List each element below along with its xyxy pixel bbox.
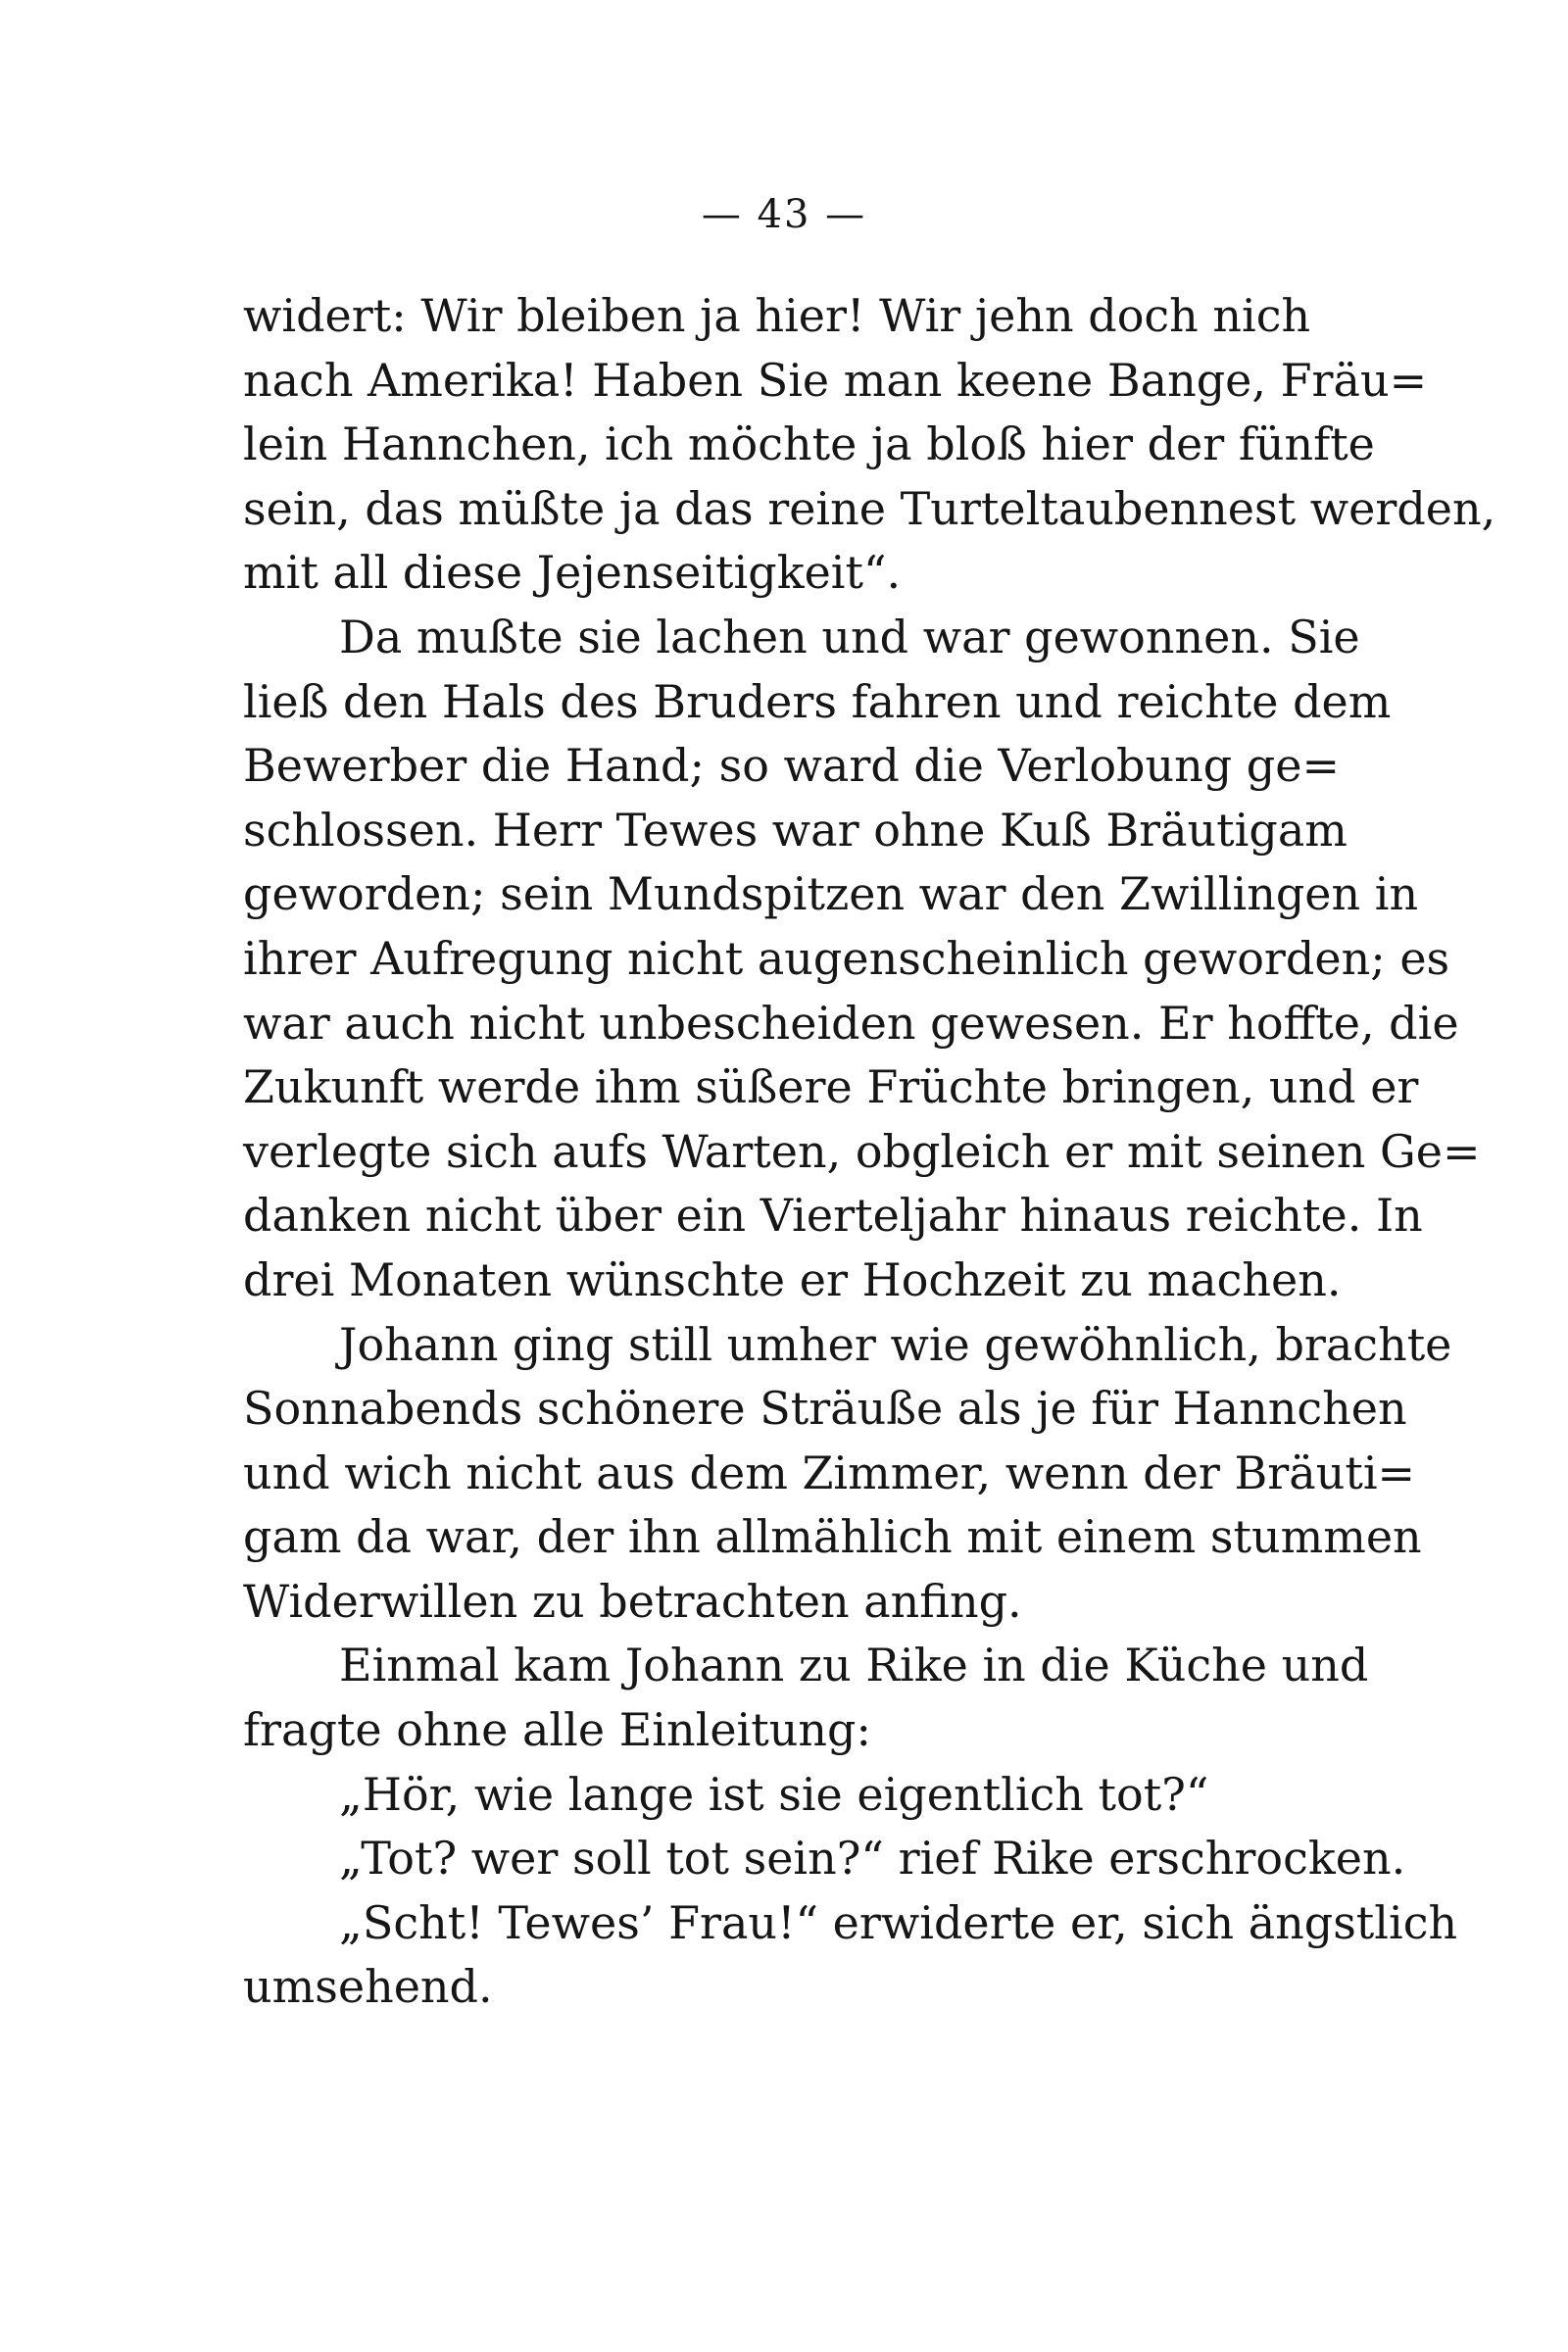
text-line: Sonnabends schönere Sträuße als je für Hannchen [243, 1382, 1407, 1436]
text-line: umsehend. [243, 1960, 493, 2014]
paragraph-start-line: Einmal kam Johann zu Rike in die Küche und [339, 1639, 1369, 1692]
paragraph-start-line: „Hör, wie lange ist sie eigentlich tot?“ [339, 1767, 1209, 1821]
text-line: nach Amerika! Haben Sie man keene Bange, Fräu= [243, 353, 1428, 407]
text-line: gam da war, der ihn allmählich mit einem stummen [243, 1510, 1422, 1564]
text-line: geworden; sein Mundspitzen war den Zwillingen in [243, 867, 1419, 921]
body-text [243, 284, 1496, 2020]
text-line: war auch nicht unbescheiden gewesen. Er hoffte, die [243, 996, 1459, 1050]
text-line: Zukunft werde ihm süßere Früchte bringen, und er [243, 1060, 1419, 1114]
text-line: lein Hannchen, ich möchte ja bloß hier der fünfte [243, 417, 1375, 471]
text-line: widert: Wir bleiben ja hier! Wir jehn doch nich [243, 289, 1311, 342]
text-line: mit all diese Jejenseitigkeit“. [243, 546, 902, 600]
text-line: ließ den Hals des Bruders fahren und reichte dem [243, 674, 1392, 728]
paragraph-start-line: „Scht! Tewes’ Frau!“ erwiderte er, sich ängstlich [339, 1895, 1458, 1949]
text-line: ihrer Aufregung nicht augenscheinlich geworden; es [243, 931, 1450, 985]
text-line: drei Monaten wünschte er Hochzeit zu machen. [243, 1252, 1342, 1306]
page-number: — 43 — [701, 192, 867, 237]
text-line: danken nicht über ein Vierteljahr hinaus reichte. In [243, 1189, 1423, 1243]
text-line: verlegte sich aufs Warten, obgleich er mit seinen Ge= [243, 1124, 1481, 1178]
text-line: fragte ohne alle Einleitung: [243, 1703, 871, 1757]
text-line: sein, das müßte ja das reine Turteltaubennest werden, [243, 481, 1496, 535]
text-line: Bewerber die Hand; so ward die Verlobung ge= [243, 739, 1341, 793]
paragraph-start-line: Da mußte sie lachen und war gewonnen. Sie [339, 610, 1360, 663]
paragraph-start-line: Johann ging still umher wie gewöhnlich, brachte [339, 1317, 1452, 1371]
paragraph-start-line: „Tot? wer soll tot sein?“ rief Rike erschrocken. [339, 1832, 1406, 1886]
text-line: schlossen. Herr Tewes war ohne Kuß Bräutigam [243, 803, 1348, 857]
text-line: Widerwillen zu betrachten anfing. [243, 1574, 1022, 1628]
text-line: und wich nicht aus dem Zimmer, wenn der Bräuti= [243, 1446, 1416, 1499]
